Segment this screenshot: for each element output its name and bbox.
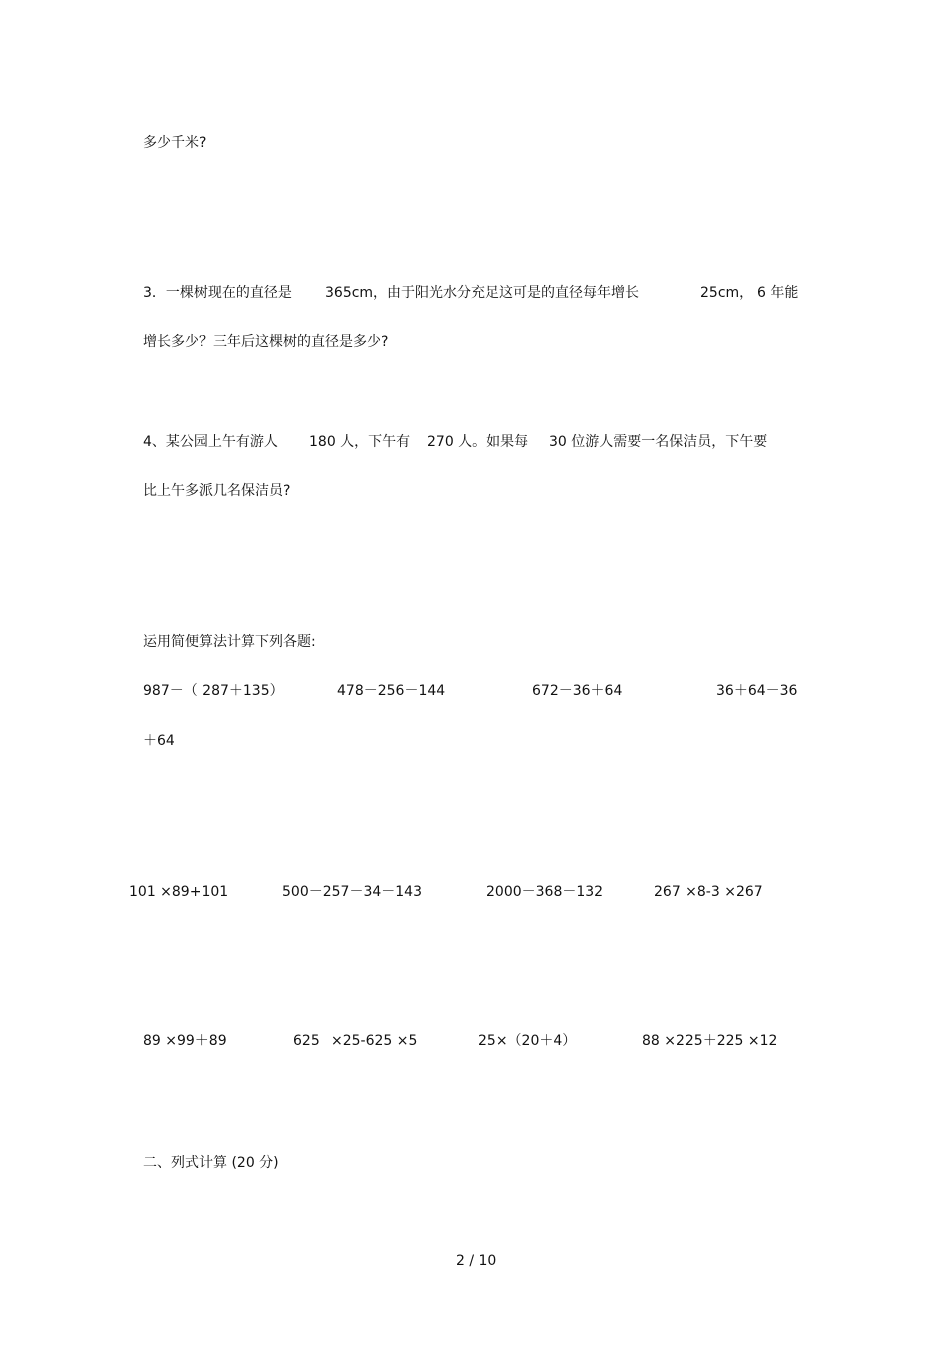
calc-item-4: 36＋64－36 xyxy=(716,683,798,699)
question-4-line1-c: 270 人。如果每 xyxy=(427,434,529,450)
question-3-line1-b: 365cm，由于阳光水分充足这可是的直径每年增长 xyxy=(325,285,640,301)
calc-item-9: 89 ×99＋89 xyxy=(143,1033,227,1049)
calc-item-3: 672－36＋64 xyxy=(532,683,623,699)
calc-item-4-wrap: ＋64 xyxy=(143,733,175,749)
calc-item-1: 987－（ 287＋135） xyxy=(143,683,284,699)
calc-item-11: 25×（20＋4） xyxy=(478,1033,577,1049)
section-2-heading: 二、列式计算 (20 分) xyxy=(143,1155,279,1171)
calc-item-12: 88 ×225＋225 ×12 xyxy=(642,1033,778,1049)
question-4-line2: 比上午多派几名保洁员? xyxy=(143,483,291,499)
calc-item-10b: ×25-625 ×5 xyxy=(331,1033,418,1049)
page-number: 2 / 10 xyxy=(456,1253,497,1269)
question-3-line1-c: 25cm， xyxy=(700,285,754,301)
calc-item-2: 478－256－144 xyxy=(337,683,446,699)
calc-item-5: 101 ×89+101 xyxy=(129,884,229,900)
calc-item-7: 2000－368－132 xyxy=(486,884,604,900)
question-4-line1-d: 30 位游人需要一名保洁员，下午要 xyxy=(549,434,768,450)
question-3-line1-d: 6 年能 xyxy=(757,285,799,301)
question-3-line1-a: 3．一棵树现在的直径是 xyxy=(143,285,292,301)
simple-calc-heading: 运用简便算法计算下列各题: xyxy=(143,634,316,650)
question-4-line1-b: 180 人，下午有 xyxy=(309,434,411,450)
calc-item-10a: 625 xyxy=(293,1033,320,1049)
calc-item-8: 267 ×8-3 ×267 xyxy=(654,884,763,900)
continuation-text: 多少千米? xyxy=(143,135,207,151)
calc-item-6: 500－257－34－143 xyxy=(282,884,422,900)
question-4-line1-a: 4、某公园上午有游人 xyxy=(143,434,278,450)
question-3-line2: 增长多少？三年后这棵树的直径是多少? xyxy=(143,334,389,350)
